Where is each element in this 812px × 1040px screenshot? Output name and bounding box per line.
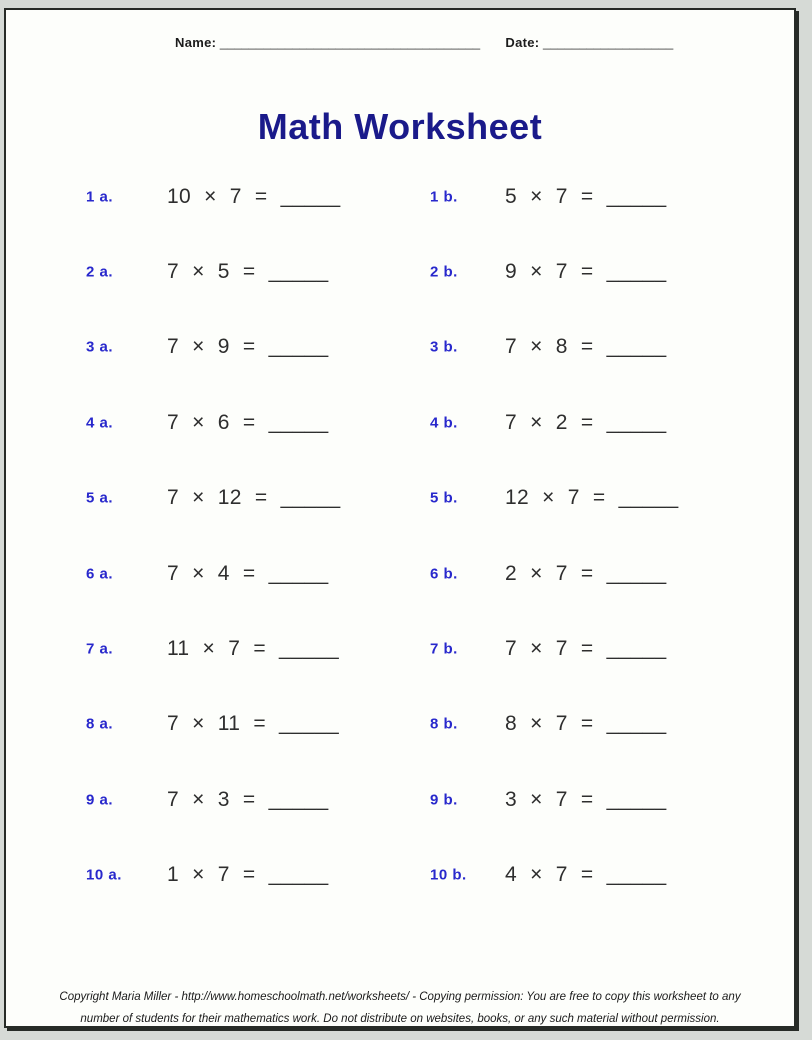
- problem-expression-b: 3 × 7 = _____: [505, 787, 667, 811]
- problem-expression-b: 7 × 2 = _____: [505, 410, 667, 434]
- problem-row: [6, 536, 794, 611]
- problem-expression-b: 5 × 7 = _____: [505, 184, 667, 208]
- problem-number-b: 9 b.: [430, 791, 458, 809]
- problem-number-b: 10 b.: [430, 866, 467, 884]
- problem-number-a: 3 a.: [86, 338, 114, 356]
- page-title: Math Worksheet: [257, 106, 543, 147]
- problem-expression-a: 7 × 3 = _____: [167, 787, 329, 811]
- problem-number-a: 8 a.: [86, 715, 114, 733]
- problem-number-b: 5 b.: [430, 489, 458, 507]
- copyright-footer: [6, 986, 794, 1030]
- problem-row: [6, 611, 794, 686]
- problem-expression-b: 8 × 7 = _____: [505, 712, 667, 736]
- problem-number-b: 4 b.: [430, 414, 458, 432]
- problem-expression-b: 7 × 8 = _____: [505, 335, 667, 359]
- problem-number-a: 2 a.: [86, 263, 114, 281]
- problem-expression-a: 7 × 9 = _____: [167, 335, 329, 359]
- problem-row: [6, 838, 794, 913]
- problem-number-b: 6 b.: [430, 565, 458, 583]
- problem-number-a: 7 a.: [86, 640, 114, 658]
- problem-number-a: 9 a.: [86, 791, 114, 809]
- problem-expression-a: 7 × 11 = _____: [167, 712, 339, 736]
- problem-number-a: 6 a.: [86, 565, 114, 583]
- copyright-line-1: Copyright Maria Miller - http://www.homeschoolmath.net/worksheets/ - Copying permission: You are free to copy this worksheet to any: [59, 991, 741, 1003]
- problem-number-a: 4 a.: [86, 414, 114, 432]
- problem-row: [6, 234, 794, 309]
- problem-expression-b: 7 × 7 = _____: [505, 637, 667, 661]
- problem-expression-b: 2 × 7 = _____: [505, 561, 667, 585]
- problem-expression-a: 1 × 7 = _____: [167, 863, 329, 887]
- date-blank-line: __________________: [543, 35, 674, 50]
- name-date-row: [175, 35, 673, 51]
- problem-expression-b: 9 × 7 = _____: [505, 260, 667, 284]
- problem-row: [6, 461, 794, 536]
- copyright-line-2: number of students for their mathematics work. Do not distribute on websites, books, or any such material without permission.: [80, 1013, 720, 1025]
- problem-row: [6, 385, 794, 460]
- problem-expression-a: 7 × 4 = _____: [167, 561, 329, 585]
- problem-row: [6, 310, 794, 385]
- name-blank-line: ____________________________________: [219, 35, 481, 50]
- problem-number-b: 8 b.: [430, 715, 458, 733]
- problem-number-b: 2 b.: [430, 263, 458, 281]
- problem-expression-b: 12 × 7 = _____: [505, 486, 679, 510]
- worksheet-page: [4, 8, 796, 1028]
- problem-number-b: 7 b.: [430, 640, 458, 658]
- problem-expression-a: 7 × 5 = _____: [167, 260, 329, 284]
- problem-expression-a: 7 × 12 = _____: [167, 486, 341, 510]
- problem-number-b: 1 b.: [430, 188, 458, 206]
- problem-expression-a: 7 × 6 = _____: [167, 410, 329, 434]
- problem-number-a: 10 a.: [86, 866, 122, 884]
- name-label: Name:: [175, 35, 217, 50]
- problem-row: [6, 687, 794, 762]
- problem-expression-a: 11 × 7 = _____: [167, 637, 339, 661]
- problem-number-b: 3 b.: [430, 338, 458, 356]
- problem-expression-b: 4 × 7 = _____: [505, 863, 667, 887]
- problem-number-a: 1 a.: [86, 188, 114, 206]
- problem-row: [6, 159, 794, 234]
- problem-expression-a: 10 × 7 = _____: [167, 184, 341, 208]
- problem-row: [6, 762, 794, 837]
- date-label: Date:: [505, 35, 540, 50]
- problems-grid: [6, 159, 794, 913]
- problem-number-a: 5 a.: [86, 489, 114, 507]
